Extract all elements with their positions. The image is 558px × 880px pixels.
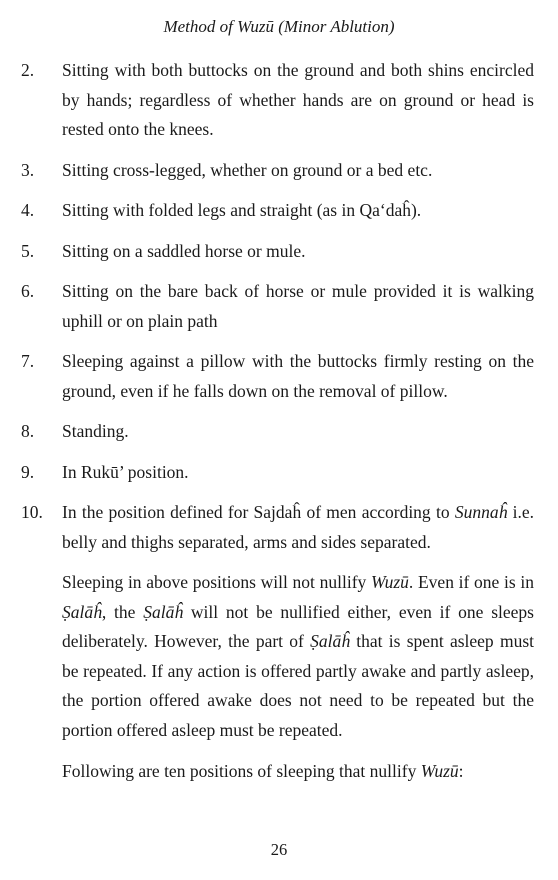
- item-text: [62, 498, 534, 557]
- item-text: Sitting on a saddled horse or mule.: [62, 240, 306, 261]
- list-item: [0, 277, 558, 336]
- numbered-list: [0, 56, 558, 799]
- item-text-segment: In the position defined for Sajdaĥ of men according to: [62, 502, 455, 522]
- item-number: 2.: [21, 60, 35, 80]
- list-item: [0, 56, 558, 145]
- paragraph-segment: Following are ten positions of sleeping that nullify: [62, 761, 421, 781]
- item-number: 4.: [21, 200, 35, 220]
- paragraph-segment: . Even if one is in: [408, 572, 534, 592]
- item-text: Sleeping against a pillow with the buttocks firmly resting on the ground, even if he falls down on the removal of pillow.: [62, 351, 534, 401]
- paragraph-segment: :: [458, 761, 464, 781]
- paragraph-italic: Ṣalāĥ: [62, 601, 102, 622]
- paragraph-segment: Sleeping in above positions will not nullify: [62, 572, 371, 592]
- item-text: Sitting with both buttocks on the ground and both shins encircled by hands; regardless of whether hands are on ground or head is rested onto the knees.: [62, 60, 534, 139]
- list-item: [0, 498, 558, 557]
- item-number: 6.: [21, 281, 35, 301]
- list-item: [0, 196, 558, 226]
- list-item: [0, 458, 558, 488]
- running-header: Method of Wuzū (Minor Ablution): [163, 17, 395, 36]
- explanatory-paragraph: [62, 568, 534, 745]
- paragraph-italic: Ṣalāĥ: [143, 601, 184, 622]
- paragraph-italic: Wuzū: [370, 572, 409, 592]
- list-item: [0, 347, 558, 406]
- closing-paragraph: [62, 757, 534, 787]
- list-item: [0, 156, 558, 186]
- item-text-segment: i.e. belly and thighs separated, arms and sides separated.: [62, 502, 534, 552]
- list-item: [0, 417, 558, 447]
- paragraph-segment: will not be nullified either, even if one sleeps deliberately. However, the part of: [62, 601, 534, 651]
- item-text: Sitting on the bare back of horse or mule provided it is walking uphill or on plain path: [62, 281, 534, 331]
- item-text-italic: Sunnaĥ: [454, 502, 508, 522]
- item-text: Sitting cross-legged, whether on ground or a bed etc.: [62, 159, 433, 180]
- item-text: Standing.: [62, 421, 129, 441]
- item-text: Sitting with folded legs and straight (as in Qa‘daĥ).: [62, 200, 422, 220]
- paragraph-italic: Ṣalāĥ: [310, 631, 351, 651]
- item-number: 7.: [21, 351, 35, 371]
- page-number: 26: [270, 840, 288, 859]
- item-number: 3.: [21, 159, 35, 180]
- item-text: In Rukū’ position.: [62, 461, 189, 482]
- paragraph-segment: , the: [101, 601, 144, 622]
- paragraph-italic: Wuzū: [420, 761, 459, 781]
- item-number: 9.: [21, 461, 35, 482]
- list-item: [0, 237, 558, 267]
- item-number: 8.: [21, 421, 35, 441]
- item-number: 5.: [21, 240, 35, 261]
- paragraph-segment: that is spent asleep must be repeated. If any action is offered partly awake and partly asleep, the portion offered awake does not need to be repeated but the portion offered asleep must be repeated.: [62, 631, 534, 740]
- item-number: 10.: [21, 502, 43, 522]
